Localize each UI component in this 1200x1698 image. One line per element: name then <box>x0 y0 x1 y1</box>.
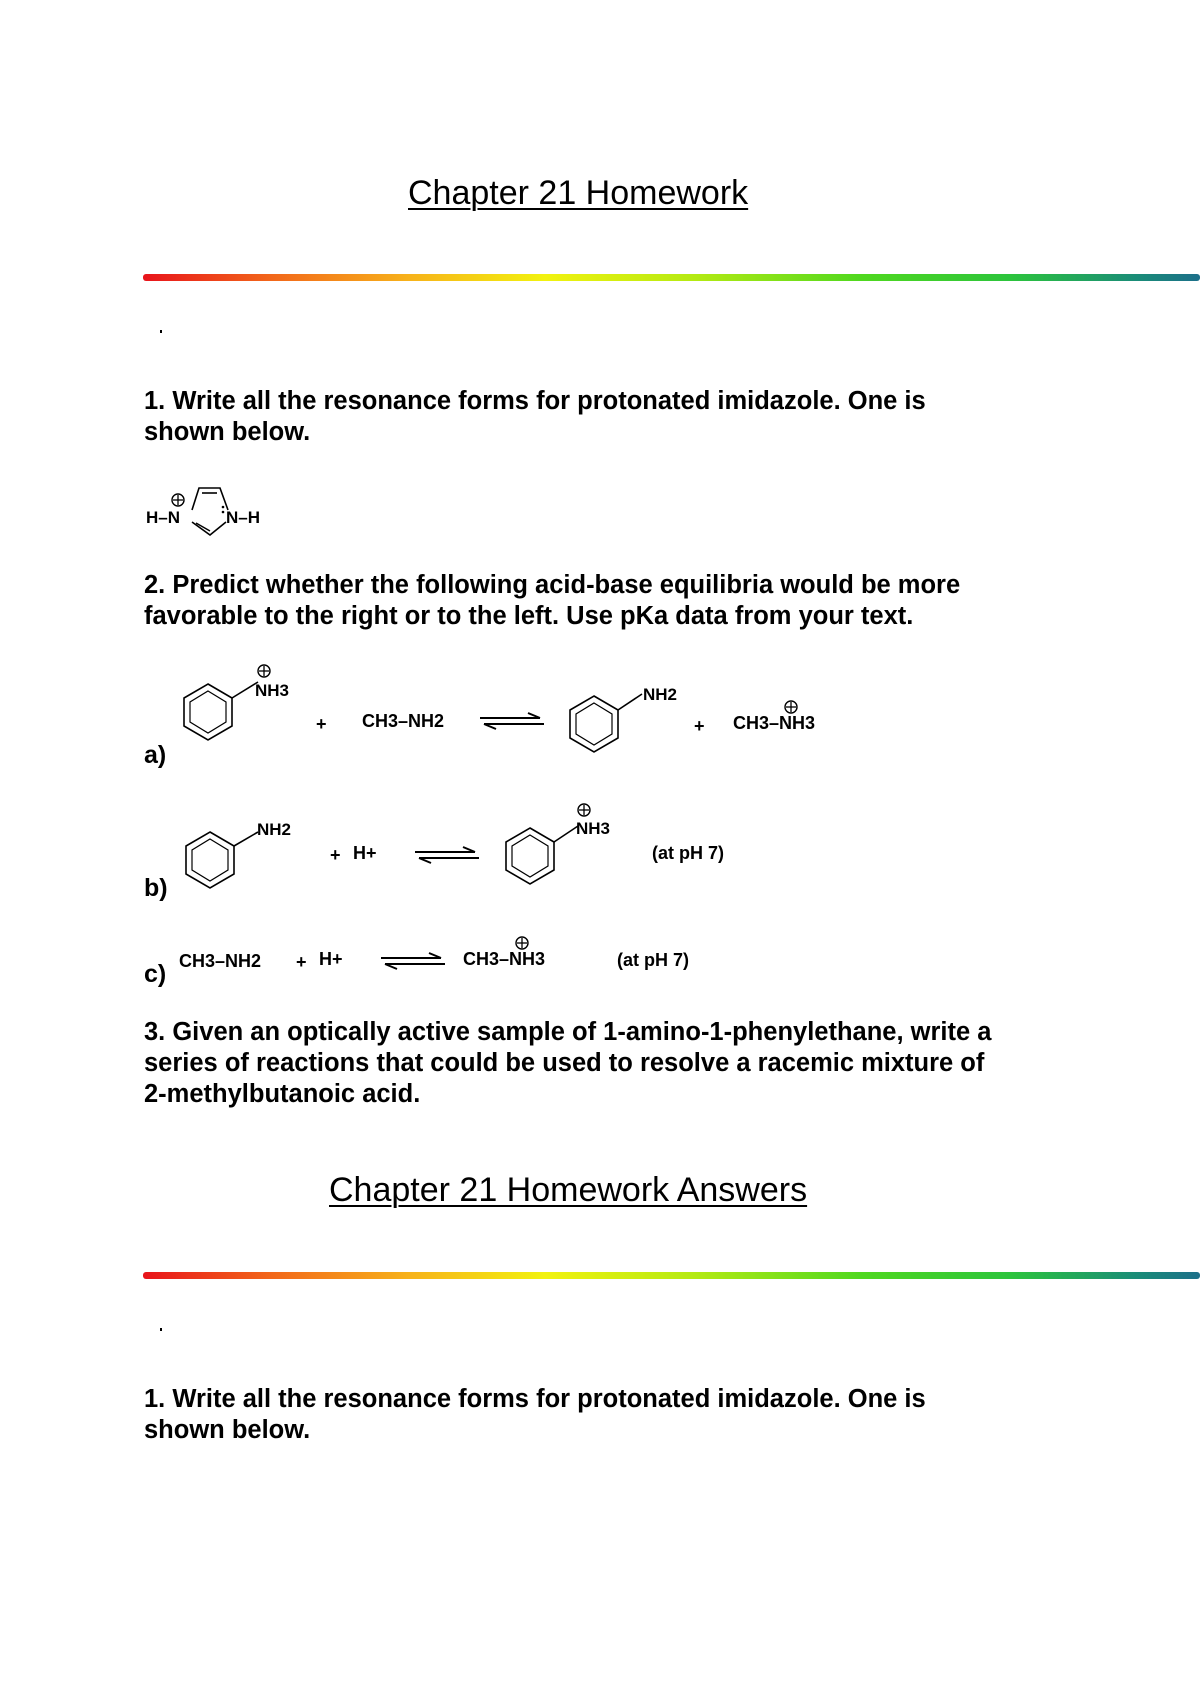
answers-title: Chapter 21 Homework Answers <box>329 1171 808 1209</box>
methylammonium-label: CH3–NH3 <box>463 949 546 969</box>
methylamine-label: CH3–NH2 <box>179 951 262 971</box>
nh3-label: NH3 <box>255 681 290 700</box>
imidazole-h-n-left: H–N <box>146 508 181 527</box>
rainbow-divider <box>143 274 1200 281</box>
equilibrium-arrow-icon <box>413 846 481 864</box>
part-a-label: a) <box>144 741 167 769</box>
plus-sign: + <box>296 952 307 972</box>
question-3-line: 2-methylbutanoic acid. <box>144 1080 421 1108</box>
equilibrium-arrow-icon <box>379 952 447 970</box>
page-title: Chapter 21 Homework <box>408 174 749 212</box>
imidazole-structure <box>140 478 290 540</box>
condition-label: (at pH 7) <box>652 843 724 863</box>
question-3-line: series of reactions that could be used to resolve a racemic mixture of <box>144 1049 985 1077</box>
aniline-structure <box>566 676 686 766</box>
plus-sign: + <box>330 845 341 865</box>
methylammonium-charge-icon <box>784 700 798 714</box>
answer-question-1-line: 1. Write all the resonance forms for protonated imidazole. One is <box>144 1385 926 1413</box>
proton-label: H+ <box>319 949 343 969</box>
aniline-structure <box>182 810 302 900</box>
imidazole-n-h-right: N–H <box>226 508 261 527</box>
answer-question-1-line: shown below. <box>144 1416 311 1444</box>
question-2-line: 2. Predict whether the following acid-base equilibria would be more <box>144 571 961 599</box>
question-1 <box>144 386 926 448</box>
equilibrium-arrow-icon <box>478 712 546 730</box>
nh2-label: NH2 <box>643 685 678 704</box>
question-3 <box>144 1017 991 1110</box>
question-1-line: 1. Write all the resonance forms for protonated imidazole. One is <box>144 387 926 415</box>
plus-sign: + <box>694 716 705 736</box>
question-3-line: 3. Given an optically active sample of 1-amino-1-phenylethane, write a <box>144 1018 992 1046</box>
plus-sign: + <box>316 714 327 734</box>
question-2 <box>144 570 960 632</box>
part-c-label: c) <box>144 960 167 988</box>
question-2-line: favorable to the right or to the left. Use pKa data from your text. <box>144 602 914 630</box>
anilinium-structure <box>180 660 300 750</box>
nh2-label: NH2 <box>257 820 292 839</box>
proton-label: H+ <box>353 843 377 863</box>
methylammonium-label: CH3–NH3 <box>733 713 816 733</box>
nh3-label: NH3 <box>576 819 611 838</box>
rainbow-divider <box>143 1272 1200 1279</box>
stray-mark <box>160 330 162 333</box>
methylammonium-charge-icon <box>515 936 529 950</box>
part-b-label: b) <box>144 874 168 902</box>
stray-mark <box>160 1328 162 1331</box>
condition-label: (at pH 7) <box>617 950 689 970</box>
question-1-line: shown below. <box>144 418 311 446</box>
anilinium-structure <box>500 798 620 893</box>
methylamine-label: CH3–NH2 <box>362 711 445 731</box>
answer-question-1 <box>144 1384 926 1446</box>
